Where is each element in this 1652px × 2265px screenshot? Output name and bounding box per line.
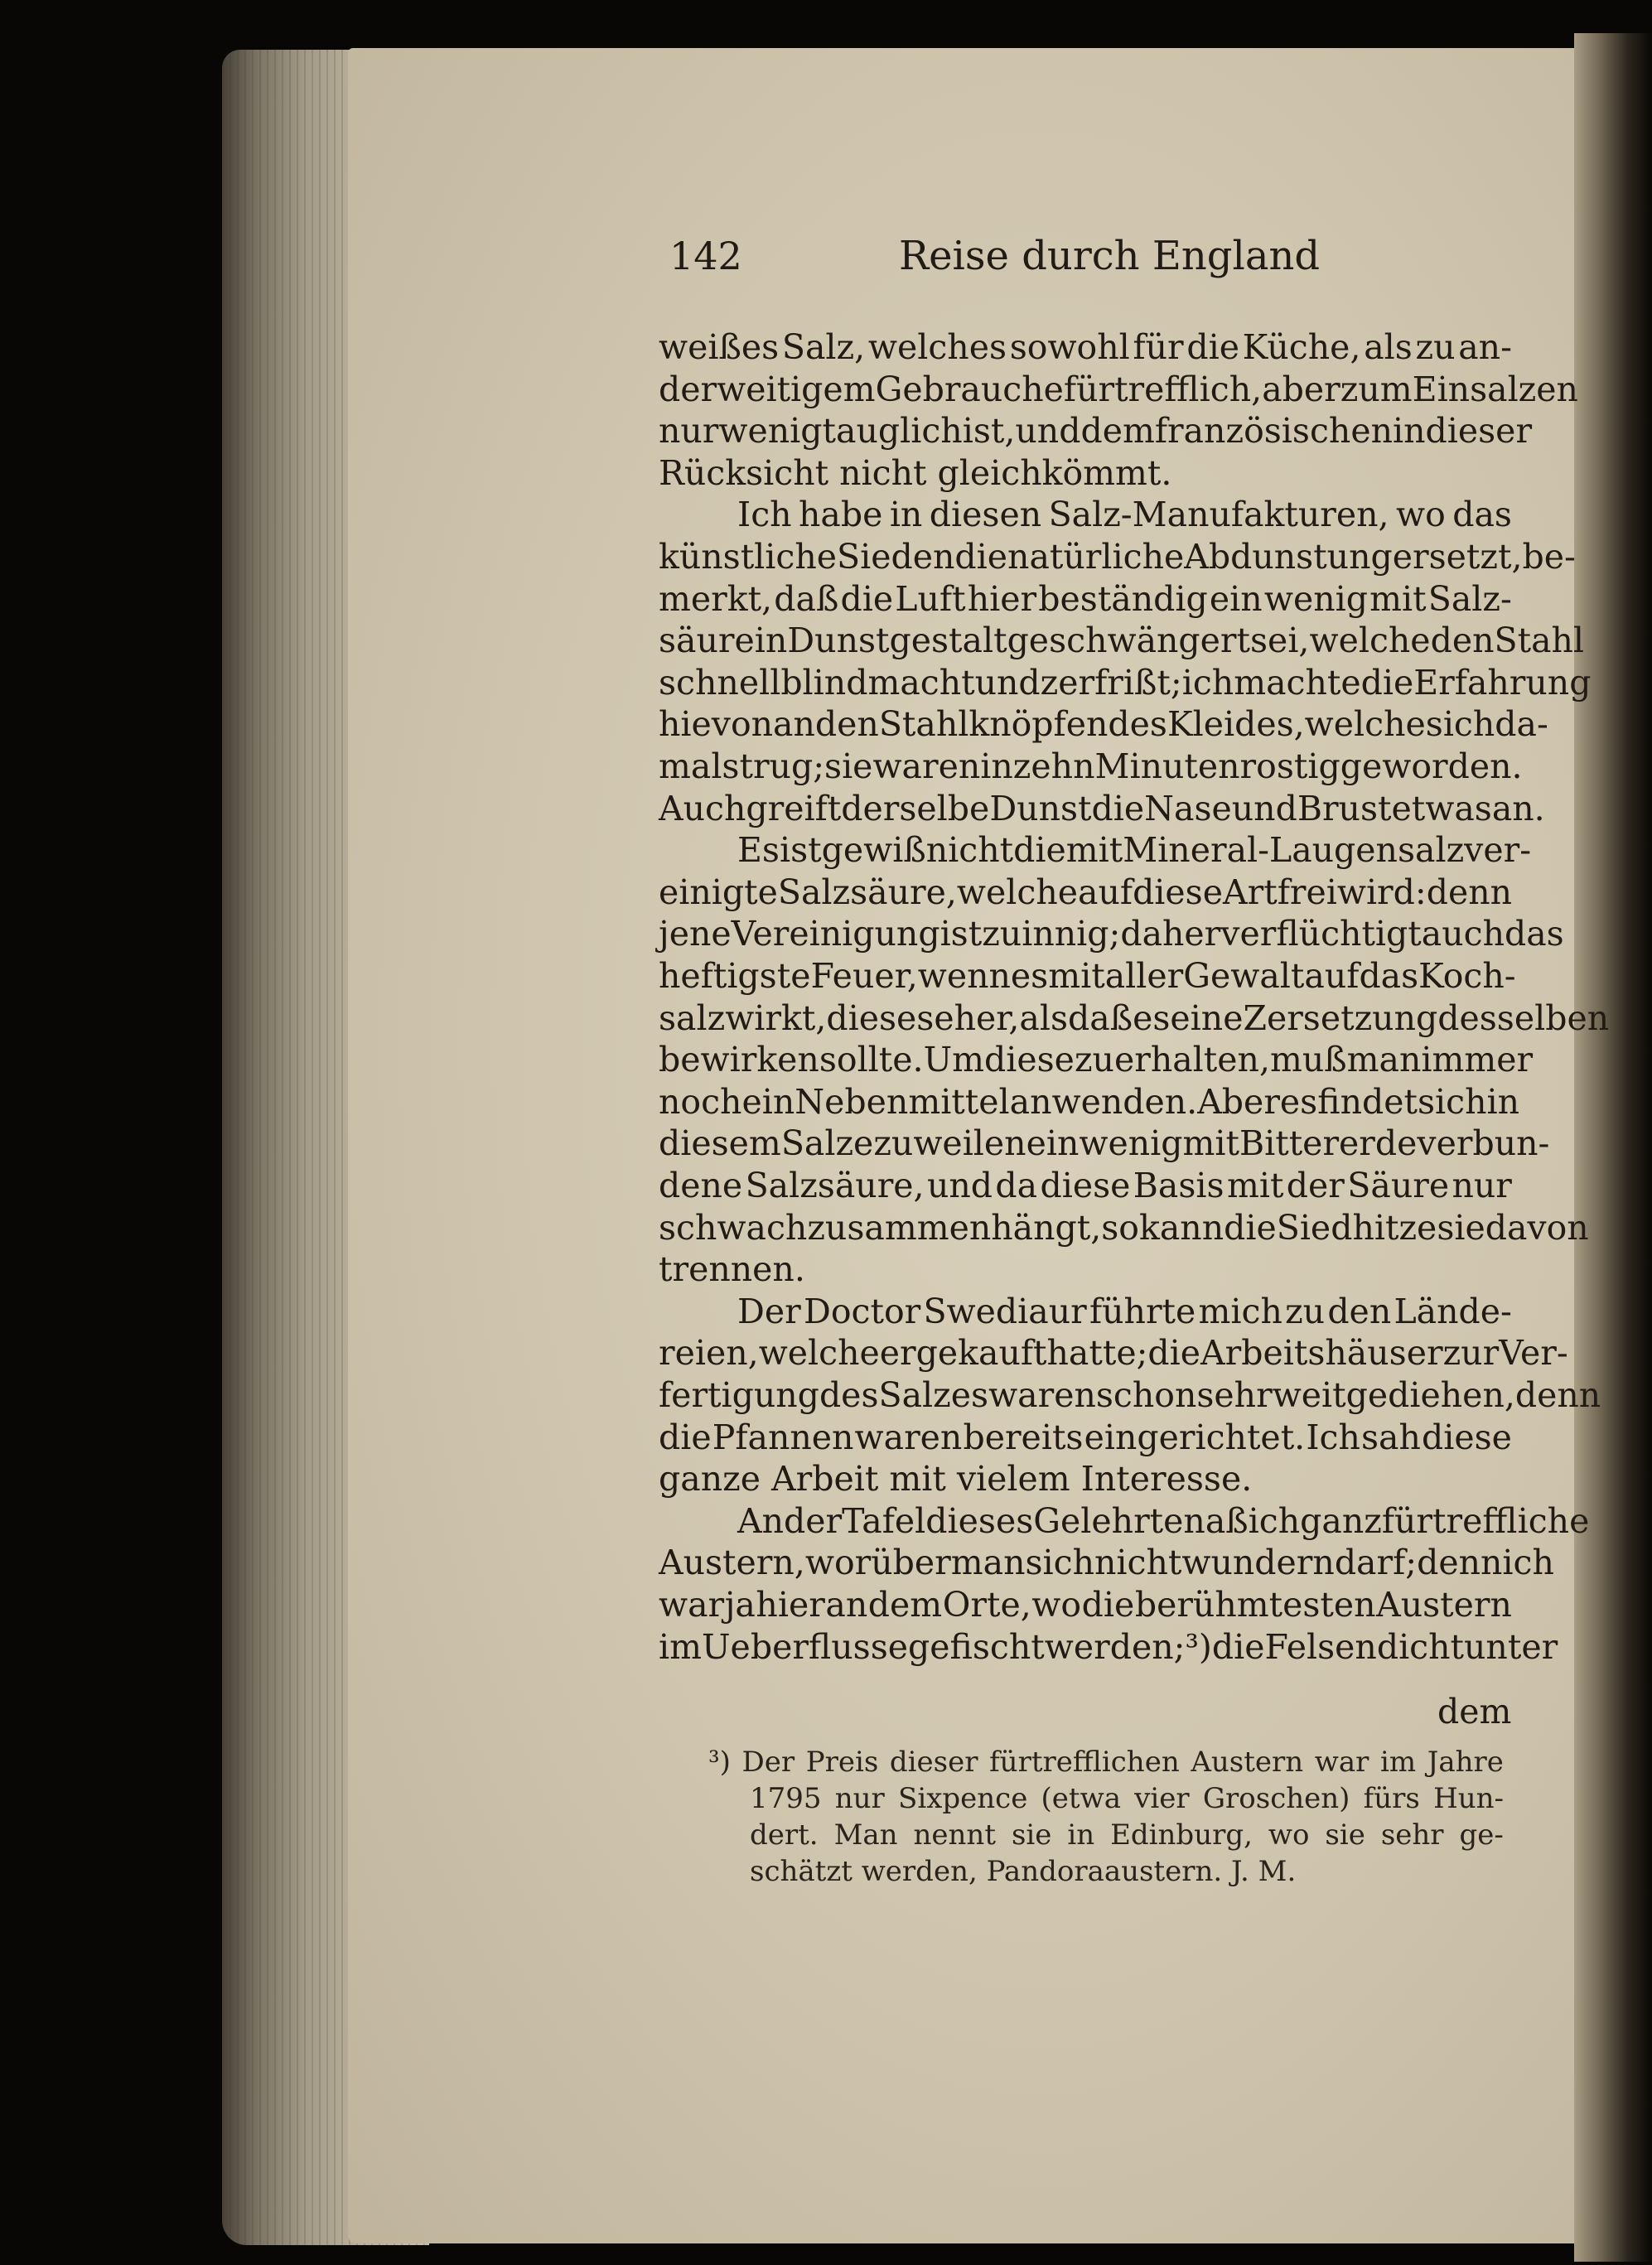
page-number: 142 [669,234,742,278]
text-line: die Pfannen waren bereits eingerichtet. Ich sah diese [659,1417,1512,1457]
text-line: im Ueberflusse gefischt werden; ³) die Felsen dicht unter [659,1626,1558,1667]
text-line: fertigung des Salzes waren schon sehr weit gediehen, denn [659,1375,1601,1415]
text-line: reien, welche er gekauft hatte; die Arbeitshäuser zur Ver- [659,1333,1568,1374]
text-line: säure in Dunstgestalt geschwängert sei, welche den Stahl [659,621,1585,661]
text-line: derweitigem Gebrauche fürtrefflich, aber zum Einsalzen [659,369,1578,409]
text-line: künstliche Sieden die natürliche Abdunstung ersetzt, be- [659,537,1576,577]
text-line: Auch greift derselbe Dunst die Nase und Brust etwas an. [659,788,1545,828]
running-title: Reise durch England [899,233,1321,279]
text-line: Rücksicht nicht gleichkömmt. [659,452,1172,493]
footnote-line: 1795 nur Sixpence (etwa vier Groschen) fürs Hun- [750,1782,1504,1815]
text-line: trennen. [659,1249,805,1290]
text-line: An der Tafel dieses Gelehrten aß ich ganz fürtreffliche [737,1500,1590,1541]
footnote-line: schätzt werden, Pandoraaustern. J. M. [750,1855,1297,1888]
text-line: weißes Salz, welches sowohl für die Küche, als zu an- [659,327,1512,367]
text-line: merkt, daß die Luft hier beständig ein wenig mit Salz- [659,578,1512,619]
text-line: nur wenig tauglich ist, und dem französischen in dieser [659,411,1533,452]
text-line: war ja hier an dem Orte, wo die berühmtesten Austern [659,1585,1512,1625]
text-line: hievon an den Stahlknöpfen des Kleides, welches ich da- [659,704,1548,745]
book-gutter [1574,33,1652,2262]
text-line: bewirken sollte. Um diese zu erhalten, muß man immer [659,1040,1534,1080]
text-line: einigte Salzsäure, welche auf diese Art frei wird: denn [659,872,1513,912]
text-line: dene Salzsäure, und da diese Basis mit der Säure nur [659,1166,1512,1205]
text-line: jene Vereinigung ist zu innig; daher verflüchtigt auch das [659,914,1564,954]
text-line: noch ein Nebenmittel anwenden. Aber es findet sich in [659,1081,1520,1122]
footnote-line: dert. Man nennt sie in Edinburg, wo sie sehr ge- [750,1818,1504,1852]
text-line: schnell blind macht und zerfrißt; ich machte die Erfahrung [659,662,1592,703]
text-line: heftigste Feuer, wenn es mit aller Gewalt auf das Koch- [659,956,1516,996]
text-line: diesem Salze zuweilen ein wenig mit Bittererde verbun- [659,1123,1550,1164]
catchword: dem [1437,1692,1512,1731]
text-line: schwach zusammenhängt, so kann die Siedhitze sie davon [659,1207,1589,1248]
text-line: ganze Arbeit mit vielem Interesse. [659,1459,1253,1500]
text-line: Ich habe in diesen Salz-Manufakturen, wo das [737,495,1512,535]
footnote-line: ³) Der Preis dieser fürtrefflichen Austern war im Jahre [708,1746,1504,1779]
text-line: mals trug; sie waren in zehn Minuten rostig geworden. [659,746,1523,786]
text-line: salz wirkt, dieses eher, als daß es eine Zersetzung desselben [659,997,1610,1038]
text-line: Der Doctor Swediaur führte mich zu den Lände- [737,1291,1512,1331]
text-line: Es ist gewiß nicht die mit Mineral-Laugensalz ver- [737,830,1532,871]
text-line: Austern, worüber man sich nicht wundern darf; denn ich [659,1543,1554,1583]
